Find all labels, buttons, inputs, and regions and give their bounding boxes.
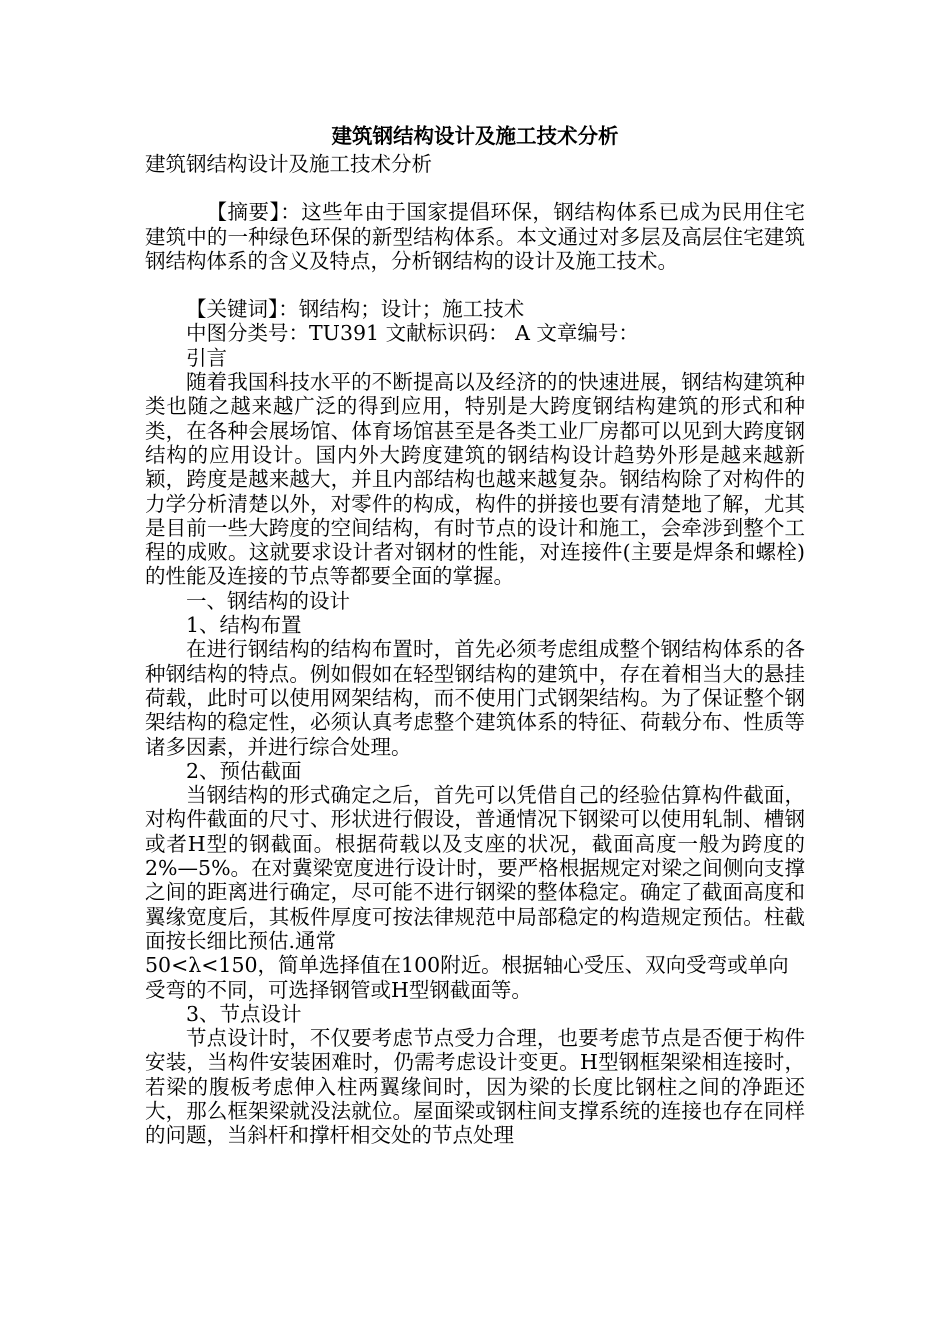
intro-heading: 引言 — [186, 345, 227, 370]
document-page — [145, 120, 805, 1148]
subsection-heading-section-estimate: 2、预估截面 — [186, 758, 302, 783]
subsection-heading-layout: 1、结构布置 — [186, 613, 302, 638]
intro-paragraph: 随着我国科技水平的不断提高以及经济的的快速进展，钢结构建筑种类也随之越来越广泛的得到应用，特别是大跨度钢结构建筑的形式和种类，在各种会展场馆、体育场馆甚至是各类工业厂房都可以见到大跨度钢结构的应用设计。国内外大跨度建筑的钢结构设计趋势外形是越来越新颖，跨度是越来越大，并且内部结构也越来越复杂。钢结构除了对构件的力学分析清楚以外，对零件的构成，构件的拼接也要有清楚地了解，尤其是目前一些大跨度的空间结构，有时节点的设计和施工，会牵涉到整个工程的成败。这就要求设计者对钢材的性能，对连接件(主要是焊条和螺栓)的性能及连接的节点等都要全面的掌握。 — [145, 370, 805, 589]
document-title: 建筑钢结构设计及施工技术分析 — [331, 124, 619, 148]
section-estimate-paragraph-continued: 50<λ<150，简单选择值在100附近。根据轴心受压、双向受弯或单向受弯的不同，可选择钢管或H型钢截面等。 — [145, 953, 789, 1002]
layout-paragraph: 在进行钢结构的结构布置时，首先必须考虑组成整个钢结构体系的各种钢结构的特点。例如假如在轻型钢结构的建筑中，存在着相当大的悬挂荷载，此时可以使用网架结构，而不使用门式钢架结构。为了保证整个钢架结构的稳定性，必须认真考虑整个建筑体系的特征、荷载分布、性质等诸多因素，并进行综合处理。 — [145, 637, 805, 759]
section-estimate-paragraph: 当钢结构的形式确定之后，首先可以凭借自己的经验估算构件截面，对构件截面的尺寸、形状进行假设，普通情况下钢梁可以使用轧制、槽钢或者H型的钢截面。根据荷载以及支座的状况，截面高度一般为跨度的2%—5%。在对冀梁宽度进行设计时，要严格根据规定对梁之间侧向支撑之间的距离进行确定，尽可能不进行钢梁的整体稳定。确定了截面高度和翼缘宽度后，其板件厚度可按法律规范中局部稳定的构造规定预估。柱截面按长细比预估.通常 — [145, 783, 805, 953]
subsection-heading-joint-design: 3、节点设计 — [186, 1001, 302, 1026]
spacer — [145, 273, 805, 297]
abstract-paragraph: 【摘要】：这些年由于国家提倡环保，钢结构体系已成为民用住宅建筑中的一种绿色环保的新型结构体系。本文通过对多层及高层住宅建筑钢结构体系的含义及特点，分析钢结构的设计及施工技术。 — [145, 200, 805, 273]
spacer — [145, 176, 805, 200]
joint-design-paragraph: 节点设计时，不仅要考虑节点受力合理，也要考虑节点是否便于构件安装，当构件安装困难时，仍需考虑设计变更。H型钢框架梁相连接时，若梁的腹板考虑伸入柱两翼缘间时，因为梁的长度比钢柱之间的净距还大，那么框架梁就没法就位。屋面梁或钢柱间支撑系统的连接也存在同样的问题，当斜杆和撑杆相交处的节点处理 — [145, 1026, 805, 1148]
classification-line: 中图分类号：TU391 文献标识码： A 文章编号： — [186, 321, 639, 346]
document-subtitle: 建筑钢结构设计及施工技术分析 — [145, 152, 432, 176]
section-heading-design: 一、钢结构的设计 — [186, 588, 350, 613]
keywords-line: 【关键词】：钢结构；设计；施工技术 — [186, 297, 525, 322]
